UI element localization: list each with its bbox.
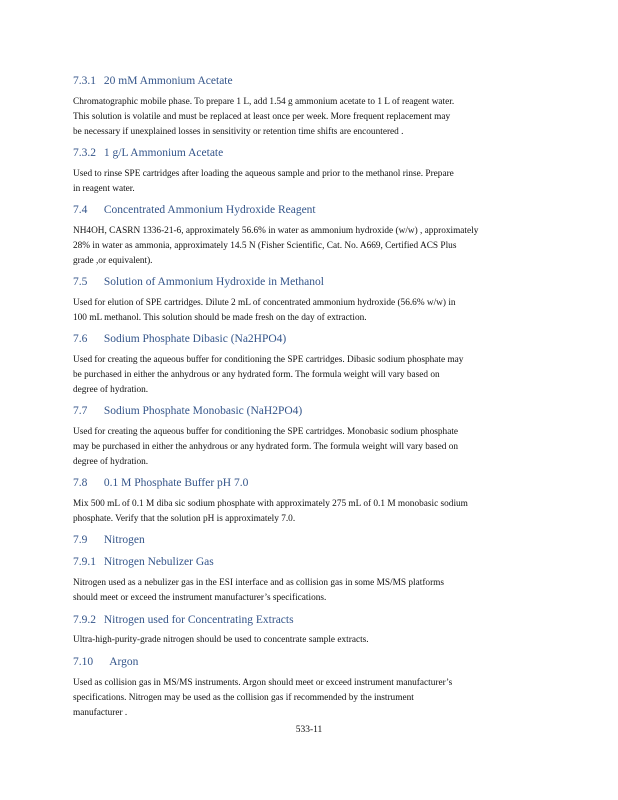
body-line: NH4OH, CASRN 1336-21-6, approximately 56.6% in water as ammonium hydroxide (w/w) , approximately	[73, 226, 479, 236]
section-heading-7-3-2	[73, 146, 223, 160]
section-number: 7.6	[73, 333, 88, 345]
body-line: Nitrogen used as a nebulizer gas in the ESI interface and as collision gas in some MS/MS platforms	[73, 578, 445, 588]
section-number: 7.5	[73, 276, 88, 288]
body-line: degree of hydration.	[73, 384, 149, 395]
section-body-7-9-2	[73, 633, 551, 648]
section-number: 7.4	[73, 204, 88, 216]
section-body-7-6	[73, 353, 551, 397]
section-title: 20 mM Ammonium Acetate	[103, 75, 233, 87]
section-title: Sodium Phosphate Monobasic (NaH2PO4)	[103, 405, 303, 417]
body-line: Used for elution of SPE cartridges. Dilute 2 mL of concentrated ammonium hydroxide (56.6% w/w) in	[73, 298, 456, 308]
body-line: Used for creating the aqueous buffer for conditioning the SPE cartridges. Dibasic sodium phosphate may	[73, 355, 464, 365]
section-number: 7.9.2	[73, 614, 96, 626]
section-body-7-5	[73, 296, 551, 326]
body-line: Chromatographic mobile phase. To prepare 1 L, add 1.54 g ammonium acetate to 1 L of reagent water.	[73, 97, 455, 107]
section-heading-7-5	[73, 275, 324, 289]
body-line: Used for creating the aqueous buffer for conditioning the SPE cartridges. Monobasic sodium phosphate	[73, 427, 459, 437]
section-heading-7-10	[73, 655, 138, 669]
section-heading-7-9-2	[73, 613, 294, 627]
section-number: 7.3.2	[73, 147, 96, 159]
section-heading-7-9-1	[73, 555, 214, 569]
section-title: 0.1 M Phosphate Buffer pH 7.0	[103, 477, 249, 489]
section-heading-7-9	[73, 533, 145, 547]
section-title: 1 g/L Ammonium Acetate	[103, 147, 224, 159]
body-line: grade ,or equivalent).	[73, 255, 153, 266]
section-number: 7.9.1	[73, 556, 96, 568]
section-body-7-7	[73, 425, 551, 469]
section-body-7-3-2	[73, 167, 551, 197]
section-heading-7-7	[73, 404, 302, 418]
section-title: Nitrogen used for Concentrating Extracts	[103, 614, 294, 626]
body-line: be necessary if unexplained losses in sensitivity or retention time shifts are encountered .	[73, 126, 404, 137]
section-number: 7.8	[73, 477, 88, 489]
section-title: Concentrated Ammonium Hydroxide Reagent	[103, 204, 316, 216]
section-title: Sodium Phosphate Dibasic (Na2HPO4)	[103, 333, 287, 345]
section-body-7-10	[73, 676, 551, 720]
body-line: specifications. Nitrogen may be used as the collision gas if recommended by the instrument	[73, 692, 414, 703]
body-line: should meet or exceed the instrument manufacturer’s specifications.	[73, 592, 327, 603]
page-number: 533-11	[295, 725, 323, 735]
section-heading-7-3-1	[73, 74, 233, 88]
body-line: 100 mL methanol. This solution should be made fresh on the day of extraction.	[73, 312, 367, 323]
body-line: in reagent water.	[73, 183, 135, 194]
section-number: 7.3.1	[73, 75, 96, 87]
body-line: Used as collision gas in MS/MS instruments. Argon should meet or exceed instrument manufacturer’s	[73, 678, 453, 688]
body-line: degree of hydration.	[73, 456, 149, 467]
body-line: 28% in water as ammonia, approximately 14.5 N (Fisher Scientific, Cat. No. A669, Certified ACS Plus	[73, 240, 457, 251]
section-heading-7-4	[73, 203, 316, 217]
body-line: Ultra-high-purity-grade nitrogen should be used to concentrate sample extracts.	[73, 635, 369, 645]
section-body-7-4	[73, 224, 551, 268]
section-title: Argon	[109, 656, 139, 668]
section-number: 7.7	[73, 405, 88, 417]
section-heading-7-8	[73, 476, 248, 490]
body-line: This solution is volatile and must be replaced at least once per week. More frequent replacement may	[73, 111, 451, 122]
section-title: Solution of Ammonium Hydroxide in Methanol	[103, 276, 324, 288]
section-body-7-3-1	[73, 95, 551, 139]
body-line: phosphate. Verify that the solution pH is approximately 7.0.	[73, 513, 296, 524]
section-number: 7.10	[73, 656, 94, 668]
section-body-7-8	[73, 497, 551, 527]
section-title: Nitrogen	[103, 534, 145, 546]
body-line: may be purchased in either the anhydrous or any hydrated form. The formula weight will vary based on	[73, 441, 459, 452]
body-line: be purchased in either the anhydrous or any hydrated form. The formula weight will vary based on	[73, 369, 440, 380]
section-body-7-9-1	[73, 576, 551, 606]
body-line: Mix 500 mL of 0.1 M diba sic sodium phosphate with approximately 275 mL of 0.1 M monobasic sodium	[73, 499, 468, 509]
section-number: 7.9	[73, 534, 88, 546]
section-heading-7-6	[73, 332, 286, 346]
section-title: Nitrogen Nebulizer Gas	[103, 556, 214, 568]
body-line: Used to rinse SPE cartridges after loading the aqueous sample and prior to the methanol rinse. Prepare	[73, 169, 454, 179]
body-line: manufacturer .	[73, 707, 128, 718]
